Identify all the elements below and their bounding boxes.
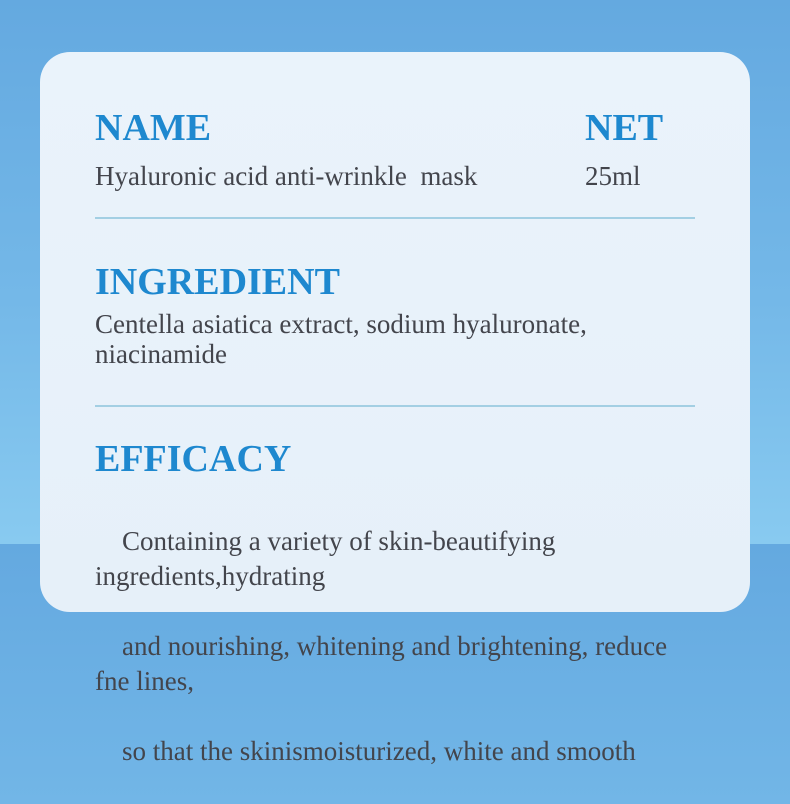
efficacy-line: so that the skinismoisturized, white and smooth	[122, 736, 636, 766]
ingredient-section-heading: INGREDIENT	[95, 261, 340, 303]
ingredient-list-value: Centella asiatica extract, sodium hyaluronate, niacinamide	[95, 309, 594, 369]
efficacy-line: and nourishing, whitening and brightening, reduce fne lines,	[95, 631, 674, 696]
product-info-card	[40, 52, 750, 766]
efficacy-section-heading: EFFICACY	[95, 438, 292, 480]
net-section-heading: NET	[585, 107, 664, 149]
efficacy-description	[95, 489, 695, 804]
section-divider	[95, 405, 695, 407]
section-divider	[95, 217, 695, 219]
efficacy-line: Containing a variety of skin-beautifying ingredients,hydrating	[95, 526, 563, 591]
product-name-value: Hyaluronic acid anti-wrinkle mask	[95, 161, 478, 191]
name-net-value-row	[95, 161, 695, 191]
net-volume-value: 25ml	[585, 161, 641, 191]
name-net-heading-row	[95, 109, 695, 147]
name-section-heading: NAME	[95, 107, 212, 149]
